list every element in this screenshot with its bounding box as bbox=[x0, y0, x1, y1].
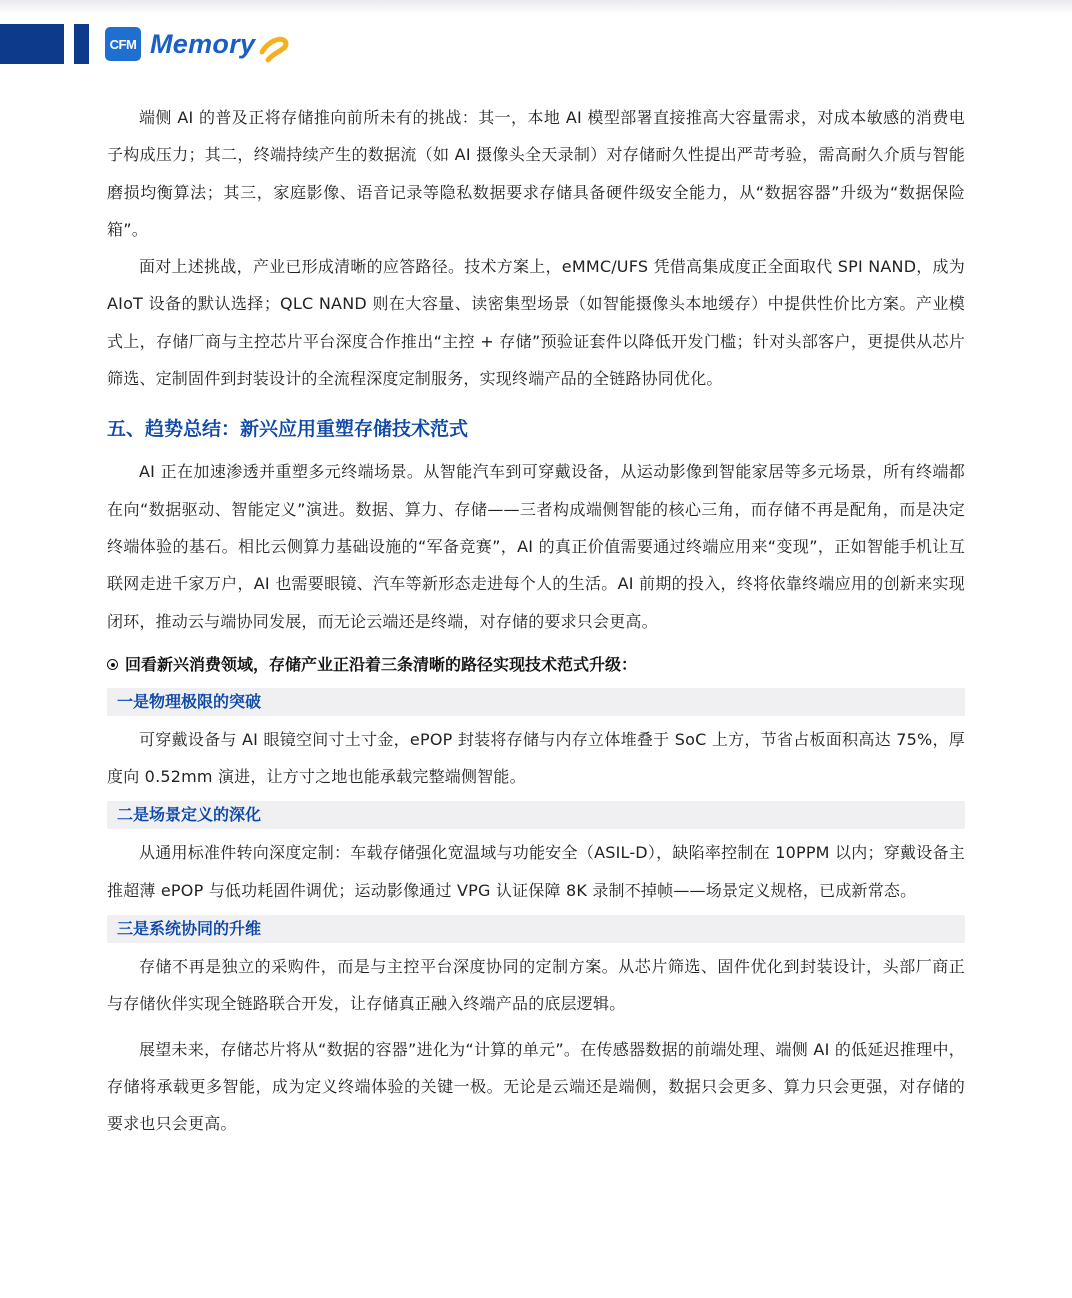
paragraph-challenges: 端侧 AI 的普及正将存储推向前所未有的挑战：其一，本地 AI 模型部署直接推高大容量需求，对成本敏感的消费电子构成压力；其二，终端持续产生的数据流（如 AI 摄像头全天录制）对存储耐久性提出严苛考验，需高耐久介质与智能磨损均衡算法；其三，家庭影像、语音记录等隐私数据要求存储具备硬件级安全能力，从“数据容器”升级为“数据保险箱”。 bbox=[107, 108, 965, 239]
target-bullet-icon bbox=[107, 659, 118, 670]
article-body bbox=[107, 99, 965, 1143]
subheading-scenario-definition: 二是场景定义的深化 bbox=[107, 801, 965, 829]
logo-swoosh-icon bbox=[256, 30, 292, 66]
top-gradient bbox=[0, 0, 1072, 14]
lead-line bbox=[107, 648, 965, 682]
body-scenario-definition: 从通用标准件转向深度定制：车载存储强化宽温域与功能安全（ASIL-D），缺陷率控制在 10PPM 以内；穿戴设备主推超薄 ePOP 与低功耗固件调优；运动影像通过 VPG 认证保障 8K 录制不掉帧——场景定义规格，已成新常态。 bbox=[107, 843, 965, 900]
subheading-system-collaboration: 三是系统协同的升维 bbox=[107, 915, 965, 943]
closing-paragraph: 展望未来，存储芯片将从“数据的容器”进化为“计算的单元”。在传感器数据的前端处理、端侧 AI 的低延迟推理中，存储将承载更多智能，成为定义终端体验的关键一极。无论是云端还是端侧，数据只会更多、算力只会更强，对存储的要求也只会更高。 bbox=[107, 1039, 965, 1134]
logo-badge: CFM bbox=[105, 27, 141, 61]
logo-wordmark: Memory bbox=[150, 29, 256, 59]
section-title: 五、趋势总结：新兴应用重塑存储技术范式 bbox=[107, 418, 469, 441]
header-bar-stripe bbox=[74, 24, 89, 64]
lead-text: 回看新兴消费领域，存储产业正沿着三条清晰的路径实现技术范式升级： bbox=[125, 654, 638, 674]
subheading-physical-limits: 一是物理极限的突破 bbox=[107, 688, 965, 716]
paragraph-responses: 面对上述挑战，产业已形成清晰的应答路径。技术方案上，eMMC/UFS 凭借高集成度正全面取代 SPI NAND，成为 AIoT 设备的默认选择；QLC NAND 则在大容量、读密集型场景（如智能摄像头本地缓存）中提供性价比方案。产业模式上，存储厂商与主控芯片平台深度合作推出“主控 + 存储”预验证套件以降低开发门槛；针对头部客户，更提供从芯片筛选、定制固件到封装设计的全流程深度定制服务，实现终端产品的全链路协同优化。 bbox=[107, 257, 965, 389]
body-system-collaboration: 存储不再是独立的采购件，而是与主控平台深度协同的定制方案。从芯片筛选、固件优化到封装设计，头部厂商正与存储伙伴实现全链路联合开发，让存储真正融入终端产品的底层逻辑。 bbox=[107, 957, 965, 1014]
section-intro: AI 正在加速渗透并重塑多元终端场景。从智能汽车到可穿戴设备，从运动影像到智能家居等多元场景，所有终端都在向“数据驱动、智能定义”演进。数据、算力、存储——三者构成端侧智能的核心三角，而存储不再是配角，而是决定终端体验的基石。相比云侧算力基础设施的“军备竞赛”，AI 的真正价值需要通过终端应用来“变现”，正如智能手机让互联网走进千家万户，AI 也需要眼镜、汽车等新形态走进每个人的生活。AI 前期的投入，终将依靠终端应用的创新来实现闭环，推动云与端协同发展，而无论云端还是终端，对存储的要求只会更高。 bbox=[107, 462, 965, 631]
body-physical-limits: 可穿戴设备与 AI 眼镜空间寸土寸金，ePOP 封装将存储与内存立体堆叠于 SoC 上方，节省占板面积高达 75%，厚度向 0.52mm 演进，让方寸之地也能承载完整端侧智能。 bbox=[107, 729, 965, 787]
header-bar-block bbox=[0, 24, 64, 64]
